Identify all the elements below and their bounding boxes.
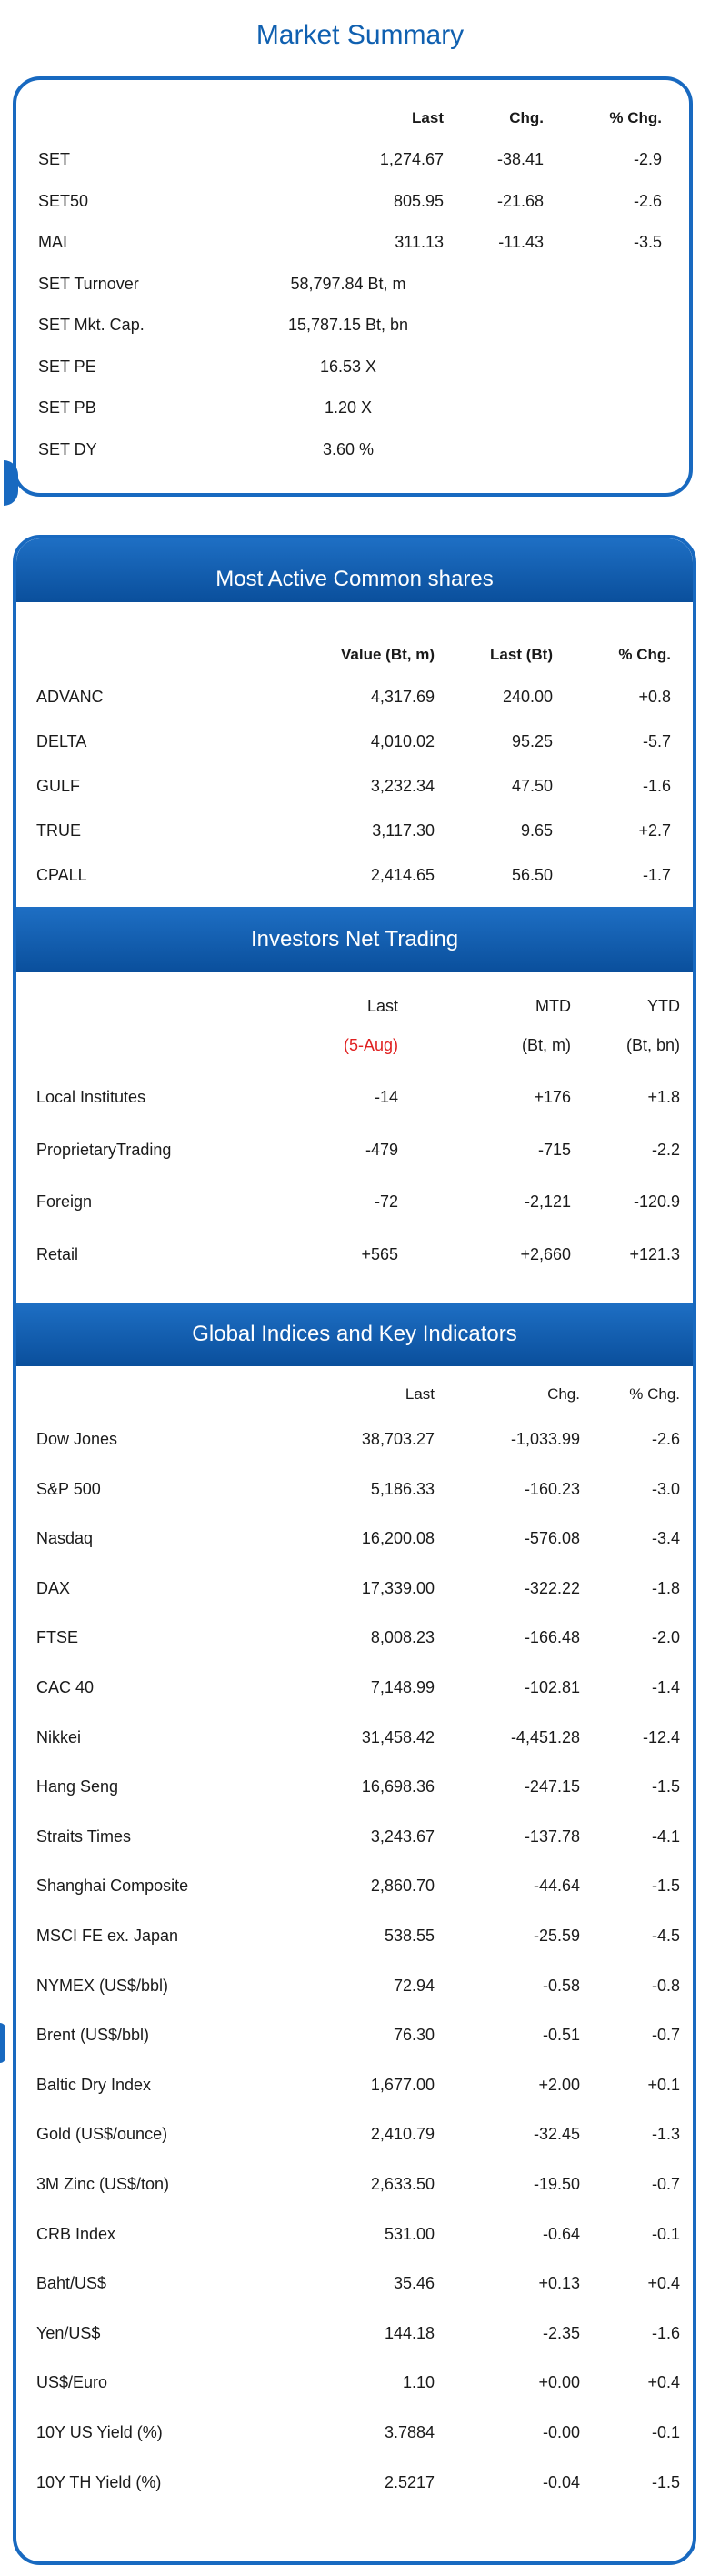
market-summary-panel (13, 76, 693, 497)
column-header-pct-chg: % Chg. (609, 109, 662, 126)
change-value: -0.04 (542, 2472, 580, 2491)
pct-change-value: -1.5 (651, 1877, 680, 1896)
last-value: 144.18 (384, 2323, 435, 2342)
change-value: +0.00 (538, 2373, 580, 2392)
row-label: SET PE (38, 357, 96, 376)
last-value: 1,677.00 (370, 2075, 435, 2094)
last-value: 38,703.27 (361, 1430, 435, 1448)
ytd-value: +121.3 (629, 1244, 680, 1263)
investor-type: Local Institutes (36, 1088, 146, 1106)
global-header: Global Indices and Key Indicators (16, 1303, 693, 1366)
pct-change-value: -2.0 (651, 1628, 680, 1647)
indicator-name: Baht/US$ (36, 2274, 107, 2293)
change-value: -160.23 (524, 1479, 580, 1498)
last-value: 1.20 X (324, 398, 373, 417)
change-value: -166.48 (524, 1628, 580, 1647)
indicator-name: Dow Jones (36, 1430, 118, 1448)
column-header-last: Last (Bt) (490, 646, 553, 663)
last-value: 16.53 X (319, 357, 377, 376)
last-value: -479 (365, 1140, 398, 1159)
change-value: -322.22 (524, 1578, 580, 1597)
last-value: 16,200.08 (361, 1529, 435, 1548)
last-price: 240.00 (502, 688, 553, 706)
pct-change-value: -0.8 (651, 1976, 680, 1995)
indicator-name: MSCI FE ex. Japan (36, 1927, 179, 1945)
pct-change-value: -1.6 (651, 2323, 680, 2342)
pct-change-value: -3.4 (651, 1529, 680, 1548)
change-value: -576.08 (524, 1529, 580, 1548)
unit-label-ytd: (Bt, bn) (625, 1036, 680, 1054)
row-label: MAI (38, 233, 68, 251)
last-price: 9.65 (520, 821, 553, 840)
value: 3,117.30 (372, 821, 435, 840)
pct-change-value: -1.8 (651, 1578, 680, 1597)
pct-change-value: +0.1 (647, 2075, 680, 2094)
indicator-name: Yen/US$ (36, 2323, 101, 2342)
pct-change-value: -12.4 (642, 1727, 680, 1746)
stock-symbol: GULF (36, 777, 81, 795)
last-value: 7,148.99 (370, 1678, 435, 1696)
indicator-name: CRB Index (36, 2224, 116, 2243)
last-value: 3.60 % (322, 439, 375, 458)
last-value: 1,274.67 (379, 150, 444, 168)
pct-change: -1.6 (642, 777, 671, 795)
last-value: 2,633.50 (370, 2175, 435, 2193)
indicator-name: S&P 500 (36, 1479, 101, 1498)
stock-symbol: CPALL (36, 866, 87, 884)
column-header-last: Last (366, 997, 398, 1015)
last-value: 311.13 (395, 233, 444, 251)
last-value: 72.94 (393, 1976, 435, 1995)
last-value: 8,008.23 (370, 1628, 435, 1647)
indicator-name: Gold (US$/ounce) (36, 2125, 168, 2144)
side-tab-marker-2 (0, 2023, 5, 2063)
pct-change-value: -0.1 (651, 2423, 680, 2441)
column-header-pct-chg: % Chg. (629, 1385, 680, 1403)
pct-change-value: -2.9 (633, 150, 662, 168)
stock-symbol: TRUE (36, 821, 81, 840)
change-value: -137.78 (524, 1826, 580, 1846)
stock-symbol: ADVANC (36, 688, 104, 706)
change-value: -1,033.99 (510, 1430, 580, 1448)
indicator-name: Nikkei (36, 1727, 82, 1746)
value: 4,317.69 (370, 688, 435, 706)
change-value: -21.68 (496, 191, 544, 210)
column-header-last: Last (412, 109, 444, 126)
row-label: SET PB (38, 398, 96, 417)
pct-change-value: -1.4 (651, 1678, 680, 1696)
pct-change-value: -3.5 (633, 233, 662, 251)
last-value: 31,458.42 (361, 1727, 435, 1746)
indicator-name: DAX (36, 1578, 71, 1597)
change-value: -38.41 (496, 150, 544, 168)
pct-change-value: -0.1 (651, 2224, 680, 2243)
pct-change-value: -4.1 (651, 1826, 680, 1846)
ytd-value: +1.8 (647, 1088, 680, 1106)
last-value: 2,410.79 (370, 2125, 435, 2144)
mtd-value: -2,121 (524, 1192, 571, 1211)
column-header-ytd: YTD (647, 997, 680, 1015)
side-tab-marker (4, 460, 18, 506)
last-value: 35.46 (393, 2274, 435, 2293)
change-value: -0.51 (542, 2026, 580, 2045)
last-value: -72 (374, 1192, 398, 1211)
page-title: Market Summary (255, 20, 465, 50)
investors-header: Investors Net Trading (16, 907, 693, 972)
investor-type: Foreign (36, 1192, 93, 1211)
last-price: 47.50 (511, 777, 553, 795)
indicator-name: US$/Euro (36, 2373, 108, 2392)
change-value: -0.64 (542, 2224, 580, 2243)
column-header-mtd: MTD (535, 997, 571, 1015)
last-value: 1.10 (402, 2373, 435, 2392)
change-value: -102.81 (524, 1678, 580, 1696)
change-value: +2.00 (538, 2075, 580, 2094)
investor-type: Retail (36, 1244, 79, 1263)
pct-change-value: -3.0 (651, 1479, 680, 1498)
last-value: 16,698.36 (361, 1777, 435, 1796)
last-value: 5,186.33 (370, 1479, 435, 1498)
column-header-pct-chg: % Chg. (618, 646, 671, 663)
pct-change-value: -0.7 (651, 2175, 680, 2193)
most-active-header: Most Active Common shares (16, 538, 693, 602)
last-value: 2.5217 (384, 2472, 435, 2491)
value: 4,010.02 (370, 732, 435, 750)
indicator-name: Hang Seng (36, 1777, 119, 1796)
column-header-value: Value (Bt, m) (341, 646, 435, 663)
indicator-name: Brent (US$/bbl) (36, 2026, 150, 2045)
indicator-name: Baltic Dry Index (36, 2075, 152, 2094)
change-value: -4,451.28 (510, 1727, 580, 1746)
change-value: -0.58 (542, 1976, 580, 1995)
row-label: SET (38, 150, 71, 168)
investor-type: ProprietaryTrading (36, 1140, 172, 1159)
pct-change-value: -0.7 (651, 2026, 680, 2045)
pct-change: -1.7 (642, 866, 671, 884)
column-header-chg: Chg. (547, 1385, 580, 1403)
indicator-name: CAC 40 (36, 1678, 95, 1696)
last-value: -14 (374, 1088, 398, 1106)
change-value: -19.50 (533, 2175, 580, 2193)
change-value: +0.13 (538, 2274, 580, 2293)
change-value: -247.15 (524, 1777, 580, 1796)
column-header-chg: Chg. (509, 109, 544, 126)
pct-change-value: -1.3 (651, 2125, 680, 2144)
indicator-name: Straits Times (36, 1826, 132, 1846)
last-value: 531.00 (384, 2224, 435, 2243)
change-value: -32.45 (533, 2125, 580, 2144)
indicator-name: Nasdaq (36, 1529, 94, 1548)
mtd-value: +2,660 (520, 1244, 571, 1263)
mtd-value: -715 (537, 1140, 571, 1159)
value: 2,414.65 (370, 866, 435, 884)
pct-change-value: -1.5 (651, 2472, 680, 2491)
last-value: 2,860.70 (370, 1877, 435, 1896)
date-label: (5-Aug) (343, 1036, 398, 1054)
pct-change-value: -2.6 (651, 1430, 680, 1448)
change-value: -11.43 (498, 233, 544, 251)
last-value: 3.7884 (384, 2423, 435, 2441)
pct-change: +0.8 (638, 688, 671, 706)
value: 3,232.34 (370, 777, 435, 795)
last-value: +565 (361, 1244, 398, 1263)
row-label: SET Mkt. Cap. (38, 316, 145, 334)
last-value: 3,243.67 (370, 1826, 435, 1846)
indicator-name: FTSE (36, 1628, 79, 1647)
indicator-name: Shanghai Composite (36, 1877, 189, 1896)
ytd-value: -120.9 (633, 1192, 680, 1211)
indicator-name: 3M Zinc (US$/ton) (36, 2175, 170, 2193)
ytd-value: -2.2 (651, 1140, 680, 1159)
indicator-name: NYMEX (US$/bbl) (36, 1976, 169, 1995)
pct-change-value: -1.5 (651, 1777, 680, 1796)
change-value: -25.59 (533, 1927, 580, 1945)
row-label: SET Turnover (38, 274, 139, 293)
column-header-last: Last (405, 1385, 435, 1403)
last-value: 538.55 (384, 1927, 435, 1945)
stock-symbol: DELTA (36, 732, 87, 750)
mtd-value: +176 (534, 1088, 571, 1106)
pct-change-value: +0.4 (647, 2274, 680, 2293)
last-value: 58,797.84 Bt, m (290, 274, 406, 293)
row-label: SET DY (38, 439, 97, 458)
last-value: 17,339.00 (361, 1578, 435, 1597)
unit-label-mtd: (Bt, m) (522, 1036, 571, 1054)
pct-change-value: -4.5 (651, 1927, 680, 1945)
indicator-name: 10Y US Yield (%) (36, 2423, 163, 2441)
last-price: 56.50 (511, 866, 553, 884)
pct-change: -5.7 (642, 732, 671, 750)
last-value: 15,787.15 Bt, bn (287, 316, 409, 334)
last-price: 95.25 (511, 732, 553, 750)
change-value: -0.00 (542, 2423, 580, 2441)
indicator-name: 10Y TH Yield (%) (36, 2472, 162, 2491)
pct-change: +2.7 (638, 821, 671, 840)
market-detail-panel (13, 535, 696, 2565)
pct-change-value: +0.4 (647, 2373, 680, 2392)
row-label: SET50 (38, 191, 89, 210)
pct-change-value: -2.6 (633, 191, 662, 210)
last-value: 76.30 (393, 2026, 435, 2045)
change-value: -44.64 (533, 1877, 580, 1896)
change-value: -2.35 (542, 2323, 580, 2342)
last-value: 805.95 (393, 191, 444, 210)
